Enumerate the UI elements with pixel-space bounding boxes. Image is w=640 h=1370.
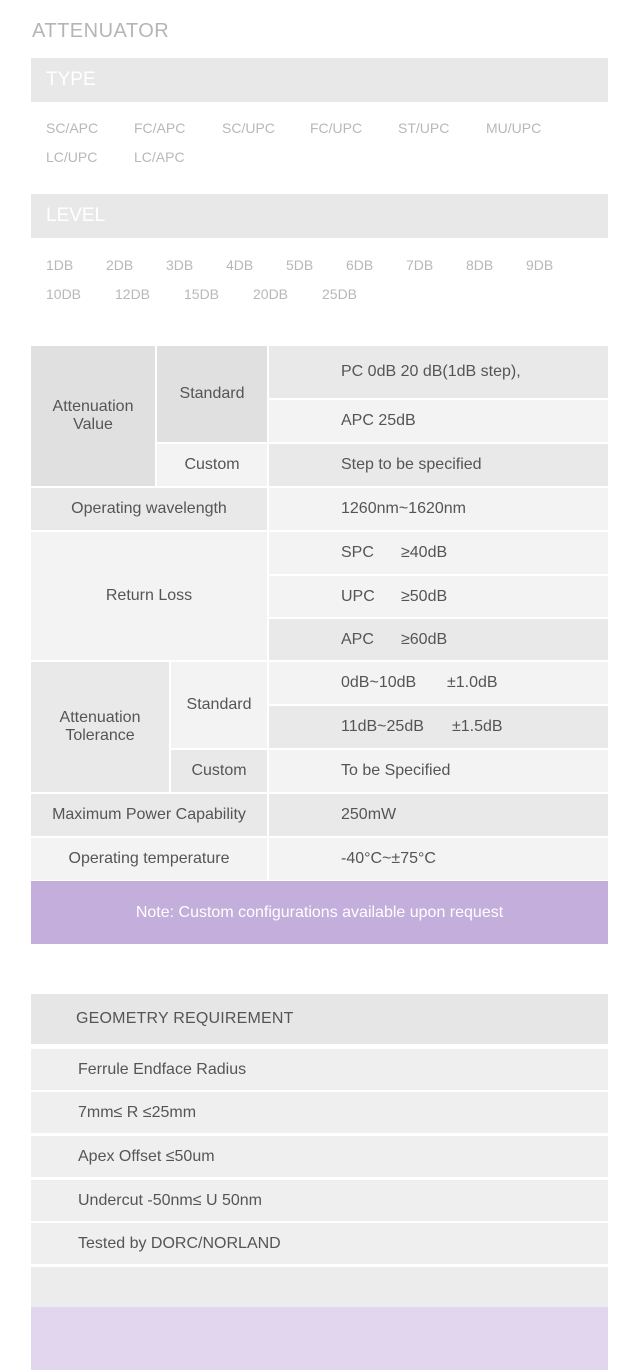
attenuation-standard-pc: PC 0dB 20 dB(1dB step), [269, 346, 608, 398]
return-loss-row [269, 619, 608, 660]
temperature-value: -40°C~±75°C [269, 838, 608, 880]
level-option[interactable]: 5DB [286, 257, 314, 273]
geometry-item: Tested by DORC/NORLAND [31, 1223, 608, 1264]
geometry-item: 7mm≤ R ≤25mm [31, 1092, 608, 1133]
level-option[interactable]: 6DB [346, 257, 374, 273]
attenuation-standard-label: Standard [157, 346, 267, 442]
level-section-header: LEVEL [31, 194, 608, 238]
level-option[interactable]: 10DB [46, 286, 82, 302]
tolerance-value: ±1.0dB [447, 674, 498, 691]
level-option[interactable]: 25DB [322, 286, 358, 302]
type-options [46, 114, 606, 172]
type-option[interactable]: SC/APC [46, 120, 99, 136]
level-options [46, 251, 606, 309]
level-option[interactable]: 15DB [184, 286, 220, 302]
return-loss-type: SPC [341, 544, 374, 561]
custom-config-note: Note: Custom configurations available upon request [31, 881, 608, 944]
geometry-header: GEOMETRY REQUIREMENT [31, 994, 608, 1044]
return-loss-value: ≥50dB [401, 587, 448, 605]
level-option[interactable]: 9DB [526, 257, 554, 273]
type-option[interactable]: MU/UPC [486, 120, 542, 136]
attenuation-custom-label: Custom [157, 444, 267, 486]
type-option[interactable]: FC/UPC [310, 120, 363, 136]
level-option[interactable]: 7DB [406, 257, 434, 273]
return-loss-value: ≥60dB [401, 630, 448, 648]
type-option[interactable]: SC/UPC [222, 120, 275, 136]
return-loss-row [269, 576, 608, 617]
tolerance-label: Attenuation Tolerance [31, 662, 169, 792]
tolerance-range: 0dB~10dB [341, 674, 417, 691]
level-option[interactable]: 1DB [46, 257, 74, 273]
level-option[interactable]: 20DB [253, 286, 289, 302]
attenuation-value-label: Attenuation Value [31, 346, 155, 486]
attenuation-custom-value: Step to be specified [269, 444, 608, 486]
return-loss-label: Return Loss [31, 532, 267, 660]
type-option[interactable]: FC/APC [134, 120, 186, 136]
level-option[interactable]: 12DB [115, 286, 151, 302]
tolerance-range: 11dB~25dB [341, 718, 424, 735]
tolerance-row [269, 662, 608, 704]
page-title: ATTENUATOR [32, 20, 170, 42]
tolerance-custom-label: Custom [171, 750, 267, 792]
type-option[interactable]: ST/UPC [398, 120, 450, 136]
wavelength-value: 1260nm~1620nm [269, 488, 608, 530]
type-option[interactable]: LC/APC [134, 149, 185, 165]
level-option[interactable]: 8DB [466, 257, 494, 273]
return-loss-value: ≥40dB [401, 544, 448, 561]
max-power-value: 250mW [269, 794, 608, 836]
level-option[interactable]: 4DB [226, 257, 254, 273]
return-loss-type: UPC [341, 587, 375, 605]
return-loss-type: APC [341, 630, 374, 648]
tolerance-standard-label: Standard [171, 662, 267, 748]
geometry-item: Undercut -50nm≤ U 50nm [31, 1180, 608, 1221]
geometry-blank-row [31, 1267, 608, 1307]
geometry-item: Apex Offset ≤50um [31, 1136, 608, 1177]
level-option[interactable]: 2DB [106, 257, 134, 273]
max-power-label: Maximum Power Capability [31, 794, 267, 836]
geometry-item: Ferrule Endface Radius [31, 1049, 608, 1090]
level-option[interactable]: 3DB [166, 257, 194, 273]
tolerance-value: ±1.5dB [452, 718, 503, 735]
spec-table [31, 346, 608, 880]
attenuation-standard-apc: APC 25dB [269, 400, 608, 442]
type-section-header: TYPE [31, 58, 608, 102]
return-loss-row [269, 532, 608, 574]
type-option[interactable]: LC/UPC [46, 149, 98, 165]
tolerance-custom-value: To be Specified [269, 750, 608, 792]
tolerance-row [269, 706, 608, 748]
wavelength-label: Operating wavelength [31, 488, 267, 530]
temperature-label: Operating temperature [31, 838, 267, 880]
geometry-footer-band [31, 1307, 608, 1370]
